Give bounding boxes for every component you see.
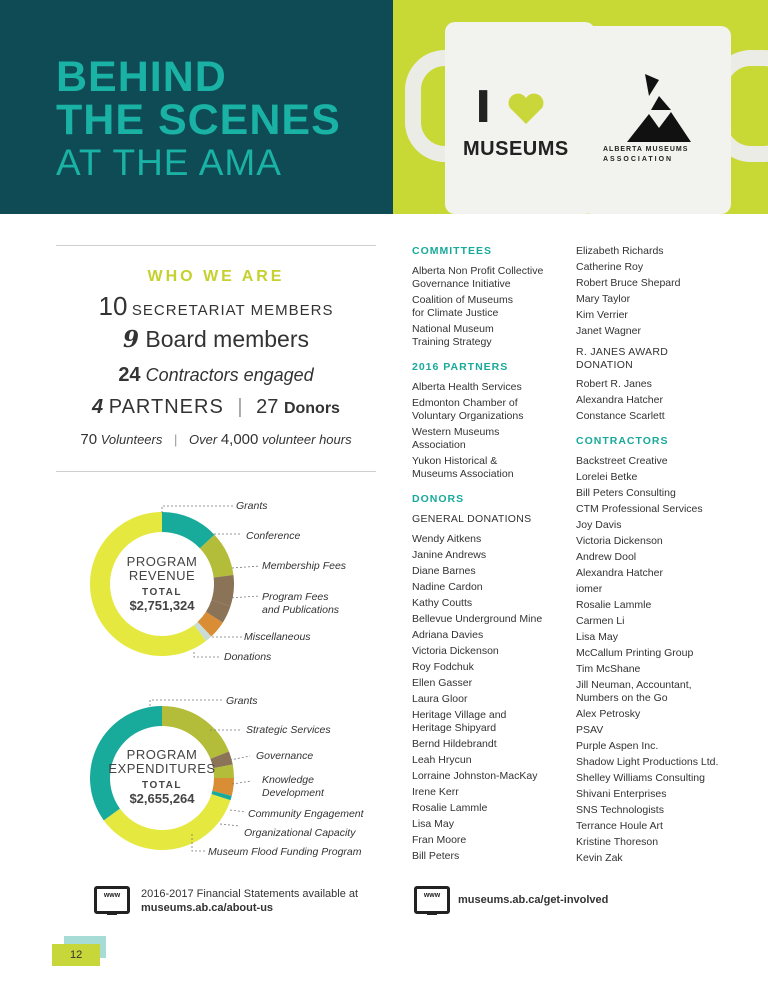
- list-item: [412, 549, 562, 562]
- list-item: [576, 551, 746, 564]
- list-item: [412, 754, 562, 767]
- stat-label: PARTNERS: [108, 396, 224, 418]
- list-item: [412, 818, 562, 831]
- list-item-line: PSAV: [576, 724, 604, 736]
- list-item-line: Leah Hrycun: [412, 754, 472, 766]
- list-item: [412, 677, 562, 690]
- list-item: [576, 756, 746, 769]
- list-item-line: Kathy Coutts: [412, 597, 473, 609]
- general-donations-subheading: GENERAL DONATIONS: [412, 513, 532, 525]
- list-item-line: National Museum: [412, 323, 494, 335]
- list-item-line: Lisa May: [576, 631, 619, 643]
- list-item-line: Alberta Non Profit Collective: [412, 265, 544, 277]
- list-item-line: Training Strategy: [412, 336, 492, 348]
- list-item: [576, 487, 746, 500]
- list-item: [412, 265, 562, 291]
- list-item: [576, 277, 746, 290]
- list-item: [576, 245, 746, 258]
- web-icon-label: www: [103, 892, 121, 899]
- financial-statements-note: [141, 887, 358, 915]
- partners-heading: 2016 PARTNERS: [412, 361, 509, 373]
- list-item-line: CTM Professional Services: [576, 503, 703, 515]
- list-item: [576, 519, 746, 532]
- list-item: [412, 834, 562, 847]
- list-item: [576, 293, 746, 306]
- middle-column: [412, 245, 562, 866]
- about-us-link[interactable]: museums.ab.ca/about-us: [141, 902, 274, 914]
- who-we-are-heading: WHO WE ARE: [147, 268, 285, 285]
- donors-heading: DONORS: [412, 493, 465, 505]
- web-icon-label: www: [423, 892, 441, 899]
- list-item-line: Rosalie Lammle: [412, 802, 488, 814]
- list-item: [576, 804, 746, 817]
- list-item: [412, 786, 562, 799]
- title-line-3: AT THE AMA: [56, 142, 282, 183]
- list-item: [412, 629, 562, 642]
- stat-separator: |: [174, 432, 178, 447]
- list-item: [576, 394, 746, 407]
- list-item: [576, 836, 746, 849]
- stat-label: SECRETARIAT MEMBERS: [131, 302, 334, 319]
- list-item-line: Diane Barnes: [412, 565, 476, 577]
- list-item: [576, 679, 746, 705]
- list-item: [412, 709, 562, 735]
- stat-volunteers: [56, 431, 376, 448]
- chart-title: REVENUE: [128, 568, 196, 583]
- list-item: [412, 738, 562, 751]
- legend-grants: Grants: [236, 500, 268, 512]
- list-item-line: Numbers on the Go: [576, 692, 668, 704]
- list-item: [412, 455, 562, 481]
- legend-museum-flood-funding: Museum Flood Funding Program: [208, 846, 362, 858]
- total-value: $2,655,264: [129, 791, 195, 806]
- list-item: [412, 693, 562, 706]
- list-item: [412, 381, 562, 394]
- legend-membership-fees: Membership Fees: [262, 560, 347, 572]
- list-item-line: Wendy Aitkens: [412, 533, 482, 545]
- list-item-line: Terrance Houle Art: [576, 820, 663, 832]
- stat-number: 9: [122, 326, 139, 353]
- list-item: [412, 645, 562, 658]
- legend-miscellaneous: Miscellaneous: [244, 631, 311, 643]
- list-item: [576, 852, 746, 865]
- stat-board: [56, 326, 376, 353]
- list-item: [412, 613, 562, 626]
- committees-heading: COMMITTEES: [412, 245, 492, 257]
- list-item-line: Shivani Enterprises: [576, 788, 667, 800]
- stat-separator: |: [237, 396, 243, 418]
- list-item-line: Kim Verrier: [576, 309, 628, 321]
- web-icon: [94, 886, 130, 914]
- list-item-line: Laura Gloor: [412, 693, 468, 705]
- award-heading-line: DONATION: [576, 359, 634, 371]
- contractors-heading: CONTRACTORS: [576, 435, 669, 447]
- chart-title: EXPENDITURES: [108, 761, 216, 776]
- chart-title: PROGRAM: [126, 747, 198, 762]
- mug-ama-line-1: ALBERTA MUSEUMS: [603, 146, 689, 153]
- list-item: [412, 565, 562, 578]
- total-label: TOTAL: [142, 780, 182, 791]
- list-item-line: Victoria Dickenson: [576, 535, 663, 547]
- list-item-line: for Climate Justice: [412, 307, 499, 319]
- list-item-line: Edmonton Chamber of: [412, 397, 518, 409]
- stat-secretariat: [56, 291, 376, 322]
- stat-label: Donors: [283, 400, 340, 417]
- list-item-line: Joy Davis: [576, 519, 622, 531]
- stat-label: Contractors engaged: [145, 365, 314, 385]
- list-item: [576, 820, 746, 833]
- list-item-line: Alexandra Hatcher: [576, 394, 663, 406]
- list-item: [576, 309, 746, 322]
- list-item: [576, 455, 746, 468]
- list-item-line: Association: [412, 439, 466, 451]
- list-item: [576, 724, 746, 737]
- list-item: [576, 325, 746, 338]
- list-item: [576, 631, 746, 644]
- list-item: [576, 708, 746, 721]
- list-item: [576, 503, 746, 516]
- heart-icon: [507, 92, 545, 126]
- list-item: [412, 323, 562, 349]
- list-item: [576, 647, 746, 660]
- list-item-line: Lisa May: [412, 818, 455, 830]
- list-item: [412, 397, 562, 423]
- list-item-line: Ellen Gasser: [412, 677, 473, 689]
- list-item-line: Nadine Cardon: [412, 581, 483, 593]
- stat-number: 4: [92, 396, 104, 418]
- legend-publications: and Publications: [262, 604, 340, 616]
- list-item-line: iomer: [576, 583, 603, 595]
- stat-label: volunteer hours: [261, 432, 352, 447]
- legend-grants: Grants: [226, 695, 258, 707]
- list-item-line: Rosalie Lammle: [576, 599, 652, 611]
- total-value: $2,751,324: [129, 598, 195, 613]
- list-item: [576, 788, 746, 801]
- stat-number: 4,000: [220, 431, 259, 448]
- list-item: [576, 740, 746, 753]
- list-item-line: Andrew Dool: [576, 551, 637, 563]
- list-item: [412, 294, 562, 320]
- page-number: 12: [52, 944, 100, 966]
- list-item-line: Catherine Roy: [576, 261, 644, 273]
- list-item-line: Bellevue Underground Mine: [412, 613, 543, 625]
- list-item: [576, 410, 746, 423]
- list-item-line: Robert R. Janes: [576, 378, 652, 390]
- legend-donations: Donations: [224, 651, 272, 663]
- list-item: [412, 850, 562, 863]
- list-item: [412, 533, 562, 546]
- title-line-1: BEHIND: [56, 53, 227, 101]
- list-item-line: Janet Wagner: [576, 325, 641, 337]
- list-item-line: Western Museums: [412, 426, 500, 438]
- list-item-line: Mary Taylor: [576, 293, 631, 305]
- legend-organizational-capacity: Organizational Capacity: [244, 827, 356, 839]
- award-heading: [576, 346, 746, 372]
- list-item-line: Lorraine Johnston-MacKay: [412, 770, 538, 782]
- list-item: [412, 661, 562, 674]
- mug-museums-text: MUSEUMS: [463, 138, 569, 160]
- get-involved-link[interactable]: museums.ab.ca/get-involved: [458, 894, 609, 906]
- list-item: [576, 599, 746, 612]
- list-item-line: Voluntary Organizations: [412, 410, 524, 422]
- list-item-line: Alberta Health Services: [412, 381, 522, 393]
- list-item: [576, 567, 746, 580]
- stat-contractors: [56, 364, 376, 387]
- divider: [56, 245, 376, 246]
- mug-i-text: I: [475, 82, 492, 133]
- legend-program-fees: Program Fees: [262, 591, 329, 603]
- list-item: [412, 802, 562, 815]
- list-item-line: Kristine Thoreson: [576, 836, 659, 848]
- list-item-line: Carmen Li: [576, 615, 625, 627]
- mug-ama-line-2: ASSOCIATION: [603, 156, 674, 163]
- total-label: TOTAL: [142, 587, 182, 598]
- list-item: [576, 471, 746, 484]
- list-item-line: SNS Technologists: [576, 804, 664, 816]
- list-item-line: Museums Association: [412, 468, 514, 480]
- header-banner: [0, 0, 393, 214]
- expenditures-leader-lines: [140, 694, 250, 859]
- list-item-line: Backstreet Creative: [576, 455, 668, 467]
- list-item-line: Elizabeth Richards: [576, 245, 664, 257]
- list-item: [412, 770, 562, 783]
- list-item: [412, 597, 562, 610]
- list-item-line: Victoria Dickenson: [412, 645, 499, 657]
- list-item: [576, 615, 746, 628]
- stat-number: 70: [80, 431, 98, 448]
- stat-label: Volunteers: [100, 432, 163, 447]
- list-item-line: Kevin Zak: [576, 852, 623, 864]
- legend-knowledge: Knowledge: [262, 774, 314, 786]
- list-item-line: Jill Neuman, Accountant,: [576, 679, 692, 691]
- list-item: [576, 772, 746, 785]
- list-item: [412, 581, 562, 594]
- list-item: [576, 583, 746, 596]
- stat-partners-donors: [56, 396, 376, 419]
- mug-left: [445, 22, 595, 214]
- list-item-line: Purple Aspen Inc.: [576, 740, 659, 752]
- title-line-2: THE SCENES: [56, 96, 341, 144]
- ama-logo-icon: [619, 74, 699, 169]
- list-item-line: Roy Fodchuk: [412, 661, 474, 673]
- list-item: [576, 535, 746, 548]
- stat-number: 27: [256, 396, 279, 418]
- legend-development: Development: [262, 787, 324, 799]
- chart-title: PROGRAM: [126, 554, 198, 569]
- list-item-line: Heritage Village and: [412, 709, 507, 721]
- right-column: [576, 245, 746, 868]
- stat-number: 24: [118, 364, 141, 386]
- list-item-line: Tim McShane: [576, 663, 641, 675]
- web-icon: [414, 886, 450, 914]
- list-item-line: Constance Scarlett: [576, 410, 665, 422]
- list-item-line: Lorelei Betke: [576, 471, 638, 483]
- list-item-line: Fran Moore: [412, 834, 467, 846]
- legend-community-engagement: Community Engagement: [248, 808, 364, 820]
- stat-label: Board members: [145, 326, 310, 352]
- list-item-line: Shelley Williams Consulting: [576, 772, 705, 784]
- financial-statements-text: 2016-2017 Financial Statements available at: [141, 888, 359, 900]
- mugs-photo: [393, 0, 768, 214]
- list-item: [576, 261, 746, 274]
- list-item: [576, 663, 746, 676]
- list-item-line: Bill Peters Consulting: [576, 487, 676, 499]
- list-item: [412, 426, 562, 452]
- list-item-line: Robert Bruce Shepard: [576, 277, 681, 289]
- legend-governance: Governance: [256, 750, 314, 762]
- mug-right: [581, 26, 731, 214]
- list-item-line: Heritage Shipyard: [412, 722, 497, 734]
- list-item-line: Bill Peters: [412, 850, 460, 862]
- list-item-line: Adriana Davies: [412, 629, 484, 641]
- award-heading-line: R. JANES AWARD: [576, 346, 669, 358]
- list-item-line: Janine Andrews: [412, 549, 487, 561]
- list-item-line: Governance Initiative: [412, 278, 511, 290]
- list-item-line: McCallum Printing Group: [576, 647, 694, 659]
- legend-strategic-services: Strategic Services: [246, 724, 331, 736]
- list-item-line: Yukon Historical &: [412, 455, 498, 467]
- list-item-line: Coalition of Museums: [412, 294, 513, 306]
- stat-label: Over: [189, 432, 218, 447]
- stat-number: 10: [98, 291, 128, 321]
- list-item-line: Bernd Hildebrandt: [412, 738, 497, 750]
- list-item: [576, 378, 746, 391]
- list-item-line: Alexandra Hatcher: [576, 567, 663, 579]
- list-item-line: Alex Petrosky: [576, 708, 641, 720]
- list-item-line: Irene Kerr: [412, 786, 459, 798]
- legend-conference: Conference: [246, 530, 301, 542]
- list-item-line: Shadow Light Productions Ltd.: [576, 756, 719, 768]
- divider: [56, 471, 376, 472]
